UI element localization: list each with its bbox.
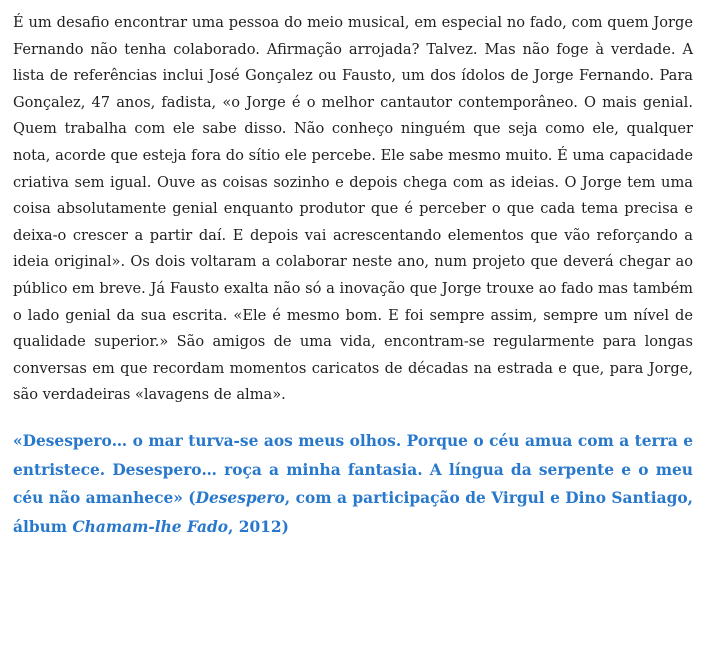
pull-quote-lyric: «Desespero… o mar turva-se aos meus olhos. Porque o céu amua com a terra e entristece. Desespero… roça a minha fantasia. A língua da serpente e o meu céu não amanhece» ( (13, 431, 693, 508)
article-body-paragraph: É um desafio encontrar uma pessoa do meio musical, em especial no fado, com quem Jorge Fernando não tenha colaborado. Afirmação arrojada? Talvez. Mas não foge à verdade. A lista de referências inclui José Gonçalez ou Fausto, um dos ídolos de Jorge Fernando. Para Gonçalez, 47 anos, fadista, «o Jorge é o melhor cantautor contemporâneo. O mais genial. Quem trabalha com ele sabe disso. Não conheço ninguém que seja como ele, qualquer nota, acorde que esteja fora do sítio ele percebe. Ele sabe mesmo muito. É uma capacidade criativa sem igual. Ouve as coisas sozinho e depois chega com as ideias. O Jorge tem uma coisa absolutamente genial enquanto produtor que é perceber o que cada tema precisa e deixa-o crescer a partir daí. E depois vai acrescentando elementos que vão reforçando a ideia original». Os dois voltaram a colaborar neste ano, num projeto que deverá chegar ao público em breve. Já Fausto exalta não só a inovação que Jorge trouxe ao fado mas também o lado genial da sua escrita. «Ele é mesmo bom. E foi sempre assim, sempre um nível de qualidade superior.» São amigos de uma vida, encontram-se regularmente para longas conversas em que recordam momentos caricatos de décadas na estrada e que, para Jorge, são verdadeiras «lavagens de alma». (13, 14, 693, 404)
pull-quote-album-title: Chamam-lhe Fado (72, 517, 229, 536)
article-page (13, 10, 693, 541)
pull-quote (13, 427, 693, 541)
pull-quote-year: , 2012) (228, 517, 289, 536)
pull-quote-credit: , com a participação de Virgul e Dino Santiago, álbum (13, 489, 693, 536)
pull-quote-song-title: Desespero (195, 489, 285, 508)
